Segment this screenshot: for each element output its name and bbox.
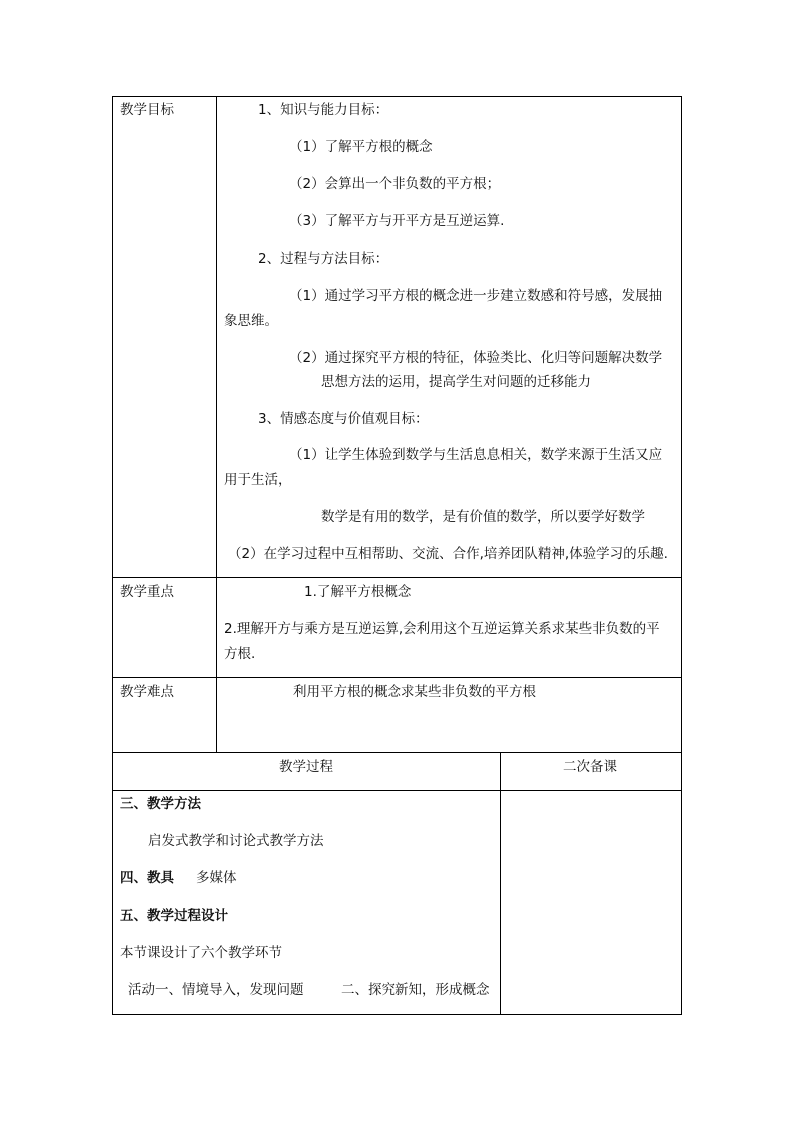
focus-point-1: 1.了解平方根概念 [304, 584, 412, 600]
objective-process-1-line1: （1）通过学习平方根的概念进一步建立数感和符号感，发展抽 [289, 288, 663, 304]
table-left-border [112, 96, 113, 1015]
objective-heading-knowledge: 1、知识与能力目标： [258, 102, 389, 118]
section-process-design-title: 五、教学过程设计 [120, 908, 228, 924]
focus-label: 教学重点 [120, 584, 174, 600]
objective-knowledge-3: （3）了解平方与开平方是互逆运算. [289, 213, 505, 229]
process-header: 教学过程 [279, 759, 333, 775]
objective-heading-attitude: 3、情感态度与价值观目标： [258, 411, 429, 427]
table-right-border [681, 96, 682, 1015]
row-divider-difficulty [112, 677, 682, 678]
activity-two: 二、探究新知，形成概念 [341, 982, 490, 998]
objective-process-2-line1: （2）通过探究平方根的特征，体验类比、化归等问题解决数学 [289, 350, 663, 366]
objective-process-1-line2: 象思维。 [224, 313, 278, 329]
focus-point-2-line2: 方根. [224, 646, 256, 662]
objective-attitude-1-line3: 数学是有用的数学，是有价值的数学，所以要学好数学 [321, 509, 645, 525]
objective-attitude-2: （2）在学习过程中互相帮助、交流、合作,培养团队精神,体验学习的乐趣. [228, 546, 668, 562]
section-teaching-method-body: 启发式教学和讨论式教学方法 [148, 833, 324, 849]
section-teaching-aids-title: 四、教具 [120, 870, 174, 886]
section-teaching-method-title: 三、教学方法 [120, 796, 201, 812]
objective-knowledge-2: （2）会算出一个非负数的平方根； [289, 176, 501, 192]
section-teaching-aids-body: 多媒体 [196, 870, 237, 886]
revision-header: 二次备课 [563, 759, 617, 775]
objective-heading-process: 2、过程与方法目标： [258, 251, 389, 267]
objective-attitude-1-line2: 用于生活， [224, 472, 292, 488]
row-divider-process-header [112, 752, 682, 753]
table-top-border [112, 96, 682, 97]
objectives-label: 教学目标 [120, 102, 174, 118]
difficulty-point: 利用平方根的概念求某些非负数的平方根 [293, 684, 536, 700]
focus-point-2-line1: 2.理解开方与乘方是互逆运算,会利用这个互逆运算关系求某些非负数的平 [224, 621, 660, 637]
row-divider-process-body [112, 790, 682, 791]
activity-one: 活动一、情境导入，发现问题 [128, 982, 304, 998]
objective-process-2-line2: 思想方法的运用，提高学生对问题的迁移能力 [321, 374, 591, 390]
difficulty-label: 教学难点 [120, 684, 174, 700]
label-column-divider [216, 96, 217, 753]
section-process-design-body: 本节课设计了六个教学环节 [120, 945, 282, 961]
objective-attitude-1-line1: （1）让学生体验到数学与生活息息相关，数学来源于生活又应 [289, 447, 663, 463]
process-column-divider [500, 752, 501, 1015]
objective-knowledge-1: （1）了解平方根的概念 [289, 139, 433, 155]
table-bottom-border [112, 1014, 682, 1015]
row-divider-focus [112, 577, 682, 578]
